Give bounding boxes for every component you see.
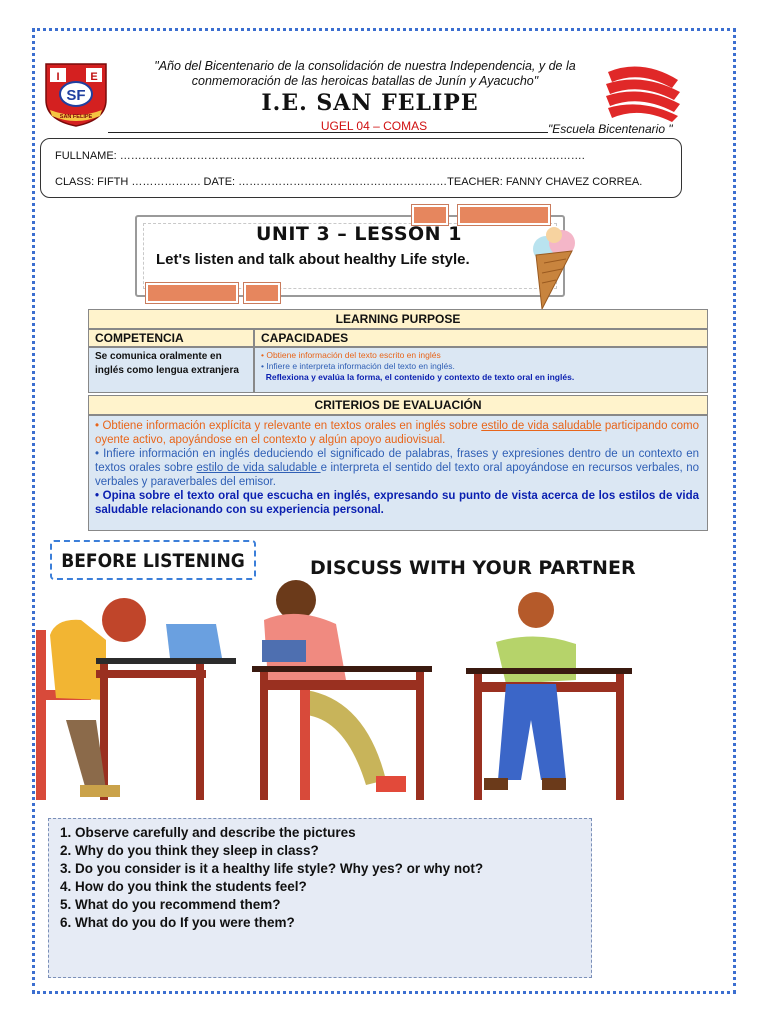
question-item: 2. Why do you think they sleep in class? <box>60 843 319 858</box>
competencia-header <box>88 329 254 347</box>
criterios-cell <box>88 415 708 531</box>
criterio-item: • Obtiene información explícita y relevante en textos orales en inglés sobre estilo de vida saludable participando como oyente activo, apoyándose en el contexto y algún apoyo audiovisual. <box>95 420 700 446</box>
year-motto: "Año del Bicentenario de la consolidación de nuestra Independencia, y de la conmemoración de las heroicas batallas de Junín y Ayacucho" <box>154 59 576 88</box>
decor-tab <box>458 205 550 225</box>
question-item: 4. How do you think the students feel? <box>60 879 307 894</box>
unit-subtitle: Let's listen and talk about healthy Life style. <box>156 251 470 268</box>
question-item: 6. What do you do If you were them? <box>60 915 295 930</box>
capacidad-item: • Infiere e interpreta información del texto en inglés. <box>261 361 455 371</box>
sleeping-students-illustration <box>36 580 636 810</box>
school-name: I.E. SAN FELIPE <box>261 90 479 116</box>
question-item: 3. Do you consider is it a healthy life style? Why yes? or why not? <box>60 861 484 876</box>
student-right <box>466 592 632 800</box>
capacidades-cell <box>254 347 708 393</box>
ice-cream-icon <box>528 225 580 311</box>
bicentenario-logo <box>602 62 684 124</box>
learning-purpose-header <box>88 309 708 329</box>
capacidades-header-label: CAPACIDADES <box>261 331 349 345</box>
unit-title: UNIT 3 – LESSON 1 <box>256 223 462 245</box>
criterios-title: CRITERIOS DE EVALUACIÓN <box>314 398 482 412</box>
criterio-item: • Infiere información en inglés deduciendo el significado de palabras, frases y expresiones dentro de un contexto en textos orales sobre estilo de vida saludable e interpreta el sentido del texto oral apoyándose en recursos verbales, no verbales y paraverbales del emisor. <box>95 448 700 488</box>
fullname-field[interactable]: FULLNAME: ………………………………………………………………………………………………………………. <box>55 150 585 162</box>
competencia-cell <box>88 347 254 393</box>
question-item: 5. What do you recommend them? <box>60 897 281 912</box>
criterios-header <box>88 395 708 415</box>
decor-tab <box>146 283 238 303</box>
student-left <box>36 598 236 800</box>
question-item: 1. Observe carefully and describe the pictures <box>60 825 356 840</box>
logo-monogram: SF <box>66 87 86 104</box>
competencia-header-label: COMPETENCIA <box>95 331 184 345</box>
criterio-item: • Opina sobre el texto oral que escucha en inglés, expresando su punto de vista acerca de los estilos de vida saludable relacionando con su experiencia personal. <box>95 490 699 516</box>
student-middle <box>252 580 432 800</box>
logo-banner-text: SAN FELIPE <box>59 114 93 120</box>
decor-tab <box>244 283 280 303</box>
class-date-teacher-line[interactable]: CLASS: FIFTH ………………. DATE: …………………………………………………TEACHER: FANNY CHAVEZ CORREA. <box>55 176 643 188</box>
bicentenario-label: "Escuela Bicentenario " <box>548 122 673 136</box>
decor-tab <box>412 205 448 225</box>
learning-purpose-title: LEARNING PURPOSE <box>335 312 461 326</box>
capacidad-item: • Obtiene información del texto escrito en inglés <box>261 350 441 360</box>
header-rule <box>108 132 548 133</box>
capacidad-item: Reflexiona y evalúa la forma, el contenido y contexto de texto oral en inglés. <box>265 372 575 382</box>
before-listening-label: BEFORE LISTENING <box>50 540 256 580</box>
school-shield-logo <box>40 60 112 128</box>
competencia-text: Se comunica oralmente en inglés como lengua extranjera <box>95 351 239 376</box>
ugel-label: UGEL 04 – COMAS <box>320 119 428 133</box>
student-info-box <box>40 138 682 198</box>
logo-letter-right: E <box>90 71 98 83</box>
discuss-label: DISCUSS WITH YOUR PARTNER <box>310 557 636 579</box>
capacidades-header <box>254 329 708 347</box>
logo-letter-left: I <box>56 71 60 83</box>
